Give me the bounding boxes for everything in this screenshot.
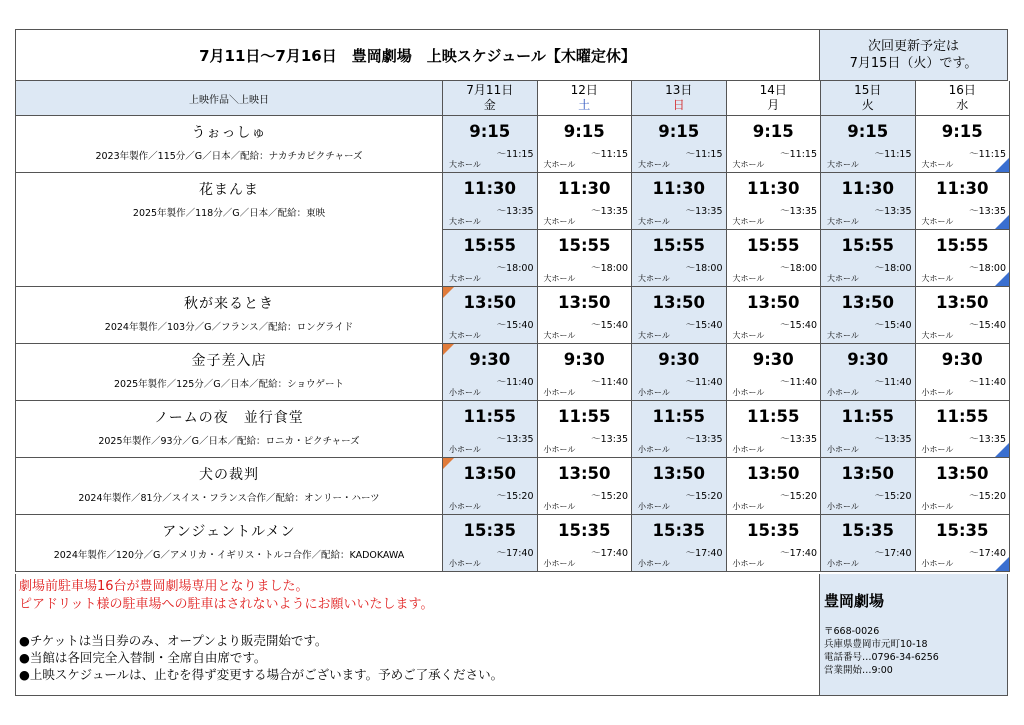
new-film-marker [443,458,454,469]
end-time: 〜13:35 [685,206,723,217]
showtime-cell [727,515,822,572]
showtime-cell [632,287,727,344]
end-time: 〜13:35 [496,434,534,445]
day-date: 14日 [759,83,787,97]
hall-name: 小ホール [638,502,670,511]
start-time: 11:30 [463,179,517,198]
start-time: 11:55 [557,407,611,426]
end-time: 〜15:20 [969,491,1006,502]
start-time: 13:50 [557,464,611,483]
start-time: 11:55 [935,407,989,426]
showtime-cell [443,401,538,458]
next-update-line2: 7月15日（火）です。 [849,56,978,71]
hall-name: 大ホール [827,331,859,340]
start-time: 15:35 [935,521,989,540]
showtime-cell [916,515,1011,572]
start-time: 11:30 [841,179,895,198]
showtime-cell [632,116,727,173]
showtime-cell [727,458,822,515]
film-details: 2024年製作／81分／スイス・フランス合作／配給：オンリー・ハーツ [78,493,380,504]
end-time: 〜15:20 [685,491,723,502]
hall-name: 大ホール [449,331,481,340]
end-time: 〜11:40 [591,377,628,388]
showtime-cell [538,344,633,401]
hall-name: 小ホール [449,559,481,568]
hall-name: 小ホール [543,559,576,568]
film-info [15,173,443,287]
end-time: 〜11:40 [685,377,723,388]
day-date: 7月11日 [466,83,514,97]
end-time: 〜17:40 [874,548,912,559]
start-time: 9:30 [563,350,605,369]
start-time: 9:30 [752,350,794,369]
film-title: ノームの夜 並行食堂 [154,410,304,426]
showtime-cell [916,401,1011,458]
hall-name: 大ホール [449,274,481,283]
day-weekday: 月 [767,98,780,112]
start-time: 11:30 [746,179,800,198]
day-weekday: 水 [956,98,969,112]
film-title: 犬の裁判 [199,467,259,483]
start-time: 15:55 [746,236,800,255]
hall-name: 小ホール [921,388,954,397]
day-header [538,81,633,116]
hall-name: 小ホール [732,559,765,568]
showtime-cell [538,515,633,572]
header-label: 上映作品＼上映日 [15,81,443,116]
hall-name: 大ホール [543,274,576,283]
showtime-cell [538,287,633,344]
start-time: 9:30 [847,350,889,369]
start-time: 15:35 [652,521,706,540]
showtime-cell [632,515,727,572]
new-film-marker [443,344,454,355]
end-time: 〜15:40 [685,320,723,331]
schedule-sheet [15,29,1008,696]
showtime-cell [443,287,538,344]
parking-notice-1: 劇場前駐車場16台が豊岡劇場専用となりました。 [19,579,309,594]
showtime-cell [727,401,822,458]
end-time: 〜11:15 [874,149,912,160]
hall-name: 大ホール [827,274,859,283]
end-time: 〜11:15 [685,149,723,160]
showtime-cell [916,230,1011,287]
start-time: 15:35 [841,521,895,540]
end-time: 〜17:40 [685,548,723,559]
day-header [727,81,822,116]
showtime-cell [443,116,538,173]
end-time: 〜18:00 [969,263,1006,274]
showtime-cell [538,230,633,287]
hall-name: 小ホール [827,388,859,397]
hall-name: 大ホール [638,160,670,169]
end-time: 〜15:40 [874,320,912,331]
showtime-cell [443,458,538,515]
start-time: 15:35 [463,521,517,540]
hall-name: 大ホール [543,160,576,169]
start-time: 9:15 [658,122,700,141]
start-time: 11:55 [652,407,706,426]
hall-name: 小ホール [543,502,576,511]
film-title: アンジェントルメン [162,524,296,540]
start-time: 15:55 [463,236,517,255]
hall-name: 小ホール [638,388,670,397]
theater-zip: 〒668-0026 [824,626,880,637]
start-time: 9:15 [847,122,889,141]
film-details: 2025年製作／93分／G／日本／配給：ロニカ・ピクチャーズ [98,436,360,447]
start-time: 15:35 [557,521,611,540]
start-time: 11:55 [841,407,895,426]
end-time: 〜18:00 [496,263,534,274]
showtime-cell [821,230,916,287]
day-header [632,81,727,116]
last-day-marker [995,272,1009,286]
end-time: 〜11:40 [780,377,817,388]
start-time: 13:50 [557,293,611,312]
hall-name: 大ホール [921,217,954,226]
showtime-cell [821,344,916,401]
hall-name: 大ホール [638,274,670,283]
film-info [15,287,443,344]
hall-name: 大ホール [921,274,954,283]
end-time: 〜13:35 [496,206,534,217]
start-time: 13:50 [652,293,706,312]
start-time: 13:50 [746,293,800,312]
showtime-cell [443,515,538,572]
day-header [916,81,1011,116]
hall-name: 小ホール [638,559,670,568]
film-title: 花まんま [199,182,259,198]
hall-name: 大ホール [449,160,481,169]
end-time: 〜11:40 [874,377,912,388]
end-time: 〜13:35 [874,434,912,445]
film-details: 2025年製作／118分／G／日本／配給：東映 [132,208,326,219]
day-date: 15日 [854,83,882,97]
showtime-cell [632,230,727,287]
end-time: 〜11:15 [496,149,534,160]
hall-name: 大ホール [638,217,670,226]
start-time: 13:50 [841,464,895,483]
hall-name: 小ホール [449,502,481,511]
hall-name: 小ホール [732,502,765,511]
end-time: 〜15:40 [591,320,628,331]
end-time: 〜17:40 [591,548,628,559]
last-day-marker [995,443,1009,457]
end-time: 〜15:20 [591,491,628,502]
showtime-cell [916,458,1011,515]
start-time: 13:50 [463,464,517,483]
end-time: 〜18:00 [685,263,723,274]
showtime-cell [821,515,916,572]
showtime-cell [443,344,538,401]
showtime-cell [632,458,727,515]
start-time: 9:30 [658,350,700,369]
showtime-cell [821,287,916,344]
theater-info [820,574,1008,696]
end-time: 〜18:00 [780,263,817,274]
hall-name: 大ホール [543,331,576,340]
showtime-cell [727,287,822,344]
hall-name: 小ホール [827,559,859,568]
showtime-cell [821,401,916,458]
start-time: 15:35 [746,521,800,540]
hall-name: 大ホール [827,217,859,226]
film-info [15,344,443,401]
start-time: 13:50 [463,293,517,312]
hall-name: 大ホール [732,331,765,340]
start-time: 15:55 [935,236,989,255]
film-details: 2024年製作／120分／G／アメリカ・イギリス・トルコ合作／配給：KADOKAWA [53,550,405,561]
hall-name: 小ホール [543,388,576,397]
start-time: 9:30 [941,350,983,369]
start-time: 9:15 [563,122,605,141]
day-date: 12日 [570,83,598,97]
end-time: 〜15:20 [874,491,912,502]
film-title: 金子差入店 [191,353,267,369]
showtime-cell [727,230,822,287]
start-time: 11:30 [557,179,611,198]
last-day-marker [995,557,1009,571]
hall-name: 大ホール [638,331,670,340]
start-time: 9:30 [469,350,511,369]
film-details: 2024年製作／103分／G／フランス／配給：ロングライド [104,322,354,333]
start-time: 13:50 [841,293,895,312]
end-time: 〜11:15 [969,149,1006,160]
start-time: 13:50 [652,464,706,483]
end-time: 〜15:20 [496,491,534,502]
hall-name: 小ホール [543,445,576,454]
theater-address: 兵庫県豊岡市元町10-18 [824,639,928,650]
new-film-marker [443,287,454,298]
start-time: 11:30 [652,179,706,198]
hall-name: 小ホール [449,445,481,454]
start-time: 11:55 [463,407,517,426]
end-time: 〜13:35 [685,434,723,445]
day-header [443,81,538,116]
end-time: 〜11:40 [969,377,1006,388]
start-time: 15:55 [841,236,895,255]
hall-name: 大ホール [732,160,765,169]
last-day-marker [995,158,1009,172]
hall-name: 小ホール [732,388,765,397]
showtime-cell [632,173,727,230]
start-time: 13:50 [935,293,989,312]
hall-name: 小ホール [827,502,859,511]
hall-name: 小ホール [449,388,481,397]
showtime-cell [916,344,1011,401]
ticket-note: ●チケットは当日券のみ、オープンより販売開始です。 [19,633,328,648]
hall-name: 大ホール [921,160,954,169]
showtime-cell [538,458,633,515]
day-weekday: 日 [672,98,685,112]
end-time: 〜13:35 [591,434,628,445]
start-time: 11:30 [935,179,989,198]
end-time: 〜13:35 [969,434,1006,445]
end-time: 〜13:35 [780,206,817,217]
showtime-cell [916,173,1011,230]
start-time: 9:15 [941,122,983,141]
showtime-cell [538,116,633,173]
end-time: 〜18:00 [874,263,912,274]
hall-name: 小ホール [638,445,670,454]
film-info [15,515,443,572]
showtime-cell [538,173,633,230]
start-time: 9:15 [752,122,794,141]
end-time: 〜13:35 [874,206,912,217]
film-info [15,458,443,515]
end-time: 〜15:40 [780,320,817,331]
start-time: 13:50 [935,464,989,483]
start-time: 11:55 [746,407,800,426]
film-details: 2025年製作／125分／G／日本／配給：ショウゲート [114,379,344,390]
showtime-cell [443,173,538,230]
end-time: 〜13:35 [591,206,628,217]
theater-phone: 電話番号…0796-34-6256 [824,652,939,663]
showtime-cell [916,116,1011,173]
showtime-cell [821,458,916,515]
page-title: 7月11日〜7月16日 豊岡劇場 上映スケジュール【木曜定休】 [15,29,820,81]
day-date: 13日 [665,83,693,97]
end-time: 〜11:15 [780,149,817,160]
start-time: 15:55 [652,236,706,255]
showtime-cell [916,287,1011,344]
schedule-change-note: ●上映スケジュールは、止むを得ず変更する場合がございます。予めご了承ください。 [19,667,504,682]
hall-name: 大ホール [543,217,576,226]
end-time: 〜15:20 [780,491,817,502]
day-weekday: 金 [483,98,496,112]
end-time: 〜17:40 [496,548,534,559]
end-time: 〜11:15 [591,149,628,160]
start-time: 13:50 [746,464,800,483]
notes-box [15,574,820,696]
end-time: 〜18:00 [591,263,628,274]
parking-notice-2: ピアドリット様の駐車場への駐車はされないようにお願いいたします。 [19,597,434,612]
hall-name: 大ホール [827,160,859,169]
day-date: 16日 [948,83,976,97]
hall-name: 大ホール [732,217,765,226]
film-details: 2023年製作／115分／G／日本／配給：ナカチカピクチャーズ [95,151,363,162]
theater-name: 豊岡劇場 [824,592,885,610]
film-title: うぉっしゅ [191,125,267,141]
last-day-marker [995,215,1009,229]
next-update-notice [820,29,1008,81]
hall-name: 小ホール [921,502,954,511]
film-info [15,401,443,458]
showtime-cell [821,116,916,173]
showtime-cell [727,173,822,230]
film-info [15,116,443,173]
end-time: 〜17:40 [780,548,817,559]
showtime-cell [821,173,916,230]
day-weekday: 土 [578,98,591,112]
day-weekday: 火 [861,98,874,112]
showtime-cell [727,116,822,173]
end-time: 〜17:40 [969,548,1006,559]
next-update-line1: 次回更新予定は [867,39,959,54]
end-time: 〜13:35 [969,206,1006,217]
showtime-cell [727,344,822,401]
hall-name: 大ホール [921,331,954,340]
day-header [821,81,916,116]
seating-note: ●当館は各回完全入替制・全席自由席です。 [19,650,267,665]
end-time: 〜13:35 [780,434,817,445]
showtime-cell [538,401,633,458]
end-time: 〜15:40 [969,320,1006,331]
hall-name: 小ホール [921,445,954,454]
hall-name: 小ホール [921,559,954,568]
showtime-cell [632,401,727,458]
theater-open: 営業開始…9:00 [824,665,893,676]
end-time: 〜11:40 [496,377,534,388]
film-title: 秋が来るとき [184,296,274,312]
hall-name: 小ホール [827,445,859,454]
start-time: 9:15 [469,122,511,141]
end-time: 〜15:40 [496,320,534,331]
start-time: 15:55 [557,236,611,255]
showtime-cell [632,344,727,401]
hall-name: 小ホール [732,445,765,454]
hall-name: 大ホール [732,274,765,283]
showtime-cell [443,230,538,287]
hall-name: 大ホール [449,217,481,226]
